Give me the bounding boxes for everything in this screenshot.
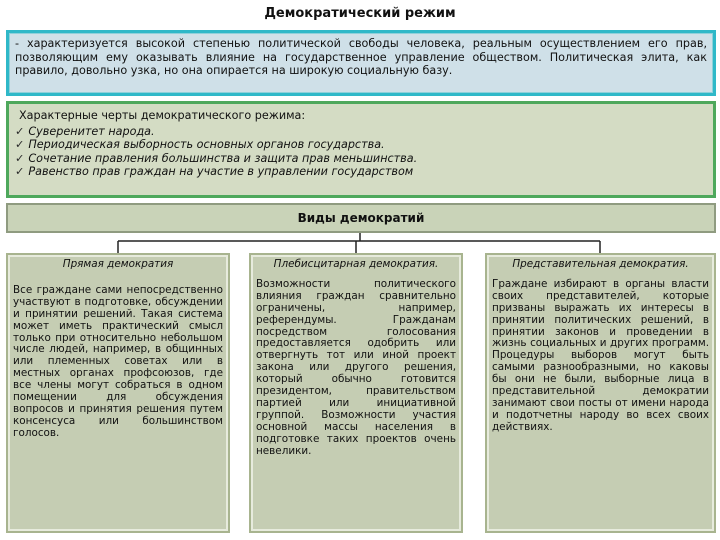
checkmark-icon: ✓: [15, 165, 25, 178]
column-heading: Плебисцитарная демократия.: [273, 258, 439, 270]
feature-item: ✓ Равенство прав граждан на участие в управлении государством: [15, 165, 414, 178]
column-heading: Прямая демократия: [62, 258, 174, 270]
features-box: [6, 101, 716, 198]
checkmark-icon: ✓: [15, 124, 25, 138]
intro-text: - характеризуется высокой степенью политической свободы человека, реальным осуществлением его прав, позволяющим ему оказывать влияние на государственное управление обществом. Политическая элита, как правило, довольно узка, но она опирается на широкую социальную базу.: [15, 37, 707, 77]
direct-democracy-column: [6, 253, 230, 533]
features-list: [15, 125, 707, 179]
intro-definition-box: [6, 30, 716, 96]
feature-item: ✓ Суверенитет народа.: [15, 124, 155, 138]
column-heading: Представительная демократия.: [512, 258, 689, 270]
feature-item: ✓ Периодическая выборность основных органов государства.: [15, 138, 385, 151]
tree-connectors: [0, 233, 720, 253]
plebiscitary-democracy-column: [249, 253, 463, 533]
checkmark-icon: ✓: [15, 138, 25, 151]
page-title: Демократический режим: [205, 3, 515, 25]
features-title: Характерные черты демократического режима:: [19, 109, 306, 122]
column-body: Возможности политического влияния граждан сравнительно ограничены, например, референдумы. Гражданам посредством голосования предоставляется одобрить или отвергнуть тот или иной проект закона или другого решения, который обычно готовится президентом, правительством партией или инициативной группой. Возможности участия основной массы населения в подготовке таких проектов очень невелики.: [256, 277, 456, 457]
representative-democracy-column: [485, 253, 716, 533]
column-body: Граждане избирают в органы власти своих представителей, которые призваны выражать их интересы в принятии политических решений, в принятии законов и проведении в жизнь социальных и других программ. Процедуры выборов могут быть самыми разнообразными, но каковы бы они не были, выборные лица в представительной демократии занимают свои посты от имени народа и подотчетны народу во всех своих действиях.: [492, 277, 709, 433]
feature-item: ✓ Сочетание правления большинства и защита прав меньшинства.: [15, 151, 418, 165]
checkmark-icon: ✓: [15, 151, 25, 165]
column-body: Все граждане сами непосредственно участвуют в подготовке, обсуждении и принятии решений. Такая система может иметь практический смысл только при относительно небольшом числе людей, например, в общинных или племенных советах или в местных органах профсоюзов, где все члены могут собраться в одном помещении для обсуждения вопросов и принятия решения путем консенсуса или большинством голосов.: [13, 283, 223, 439]
types-header: Виды демократий: [6, 203, 716, 233]
